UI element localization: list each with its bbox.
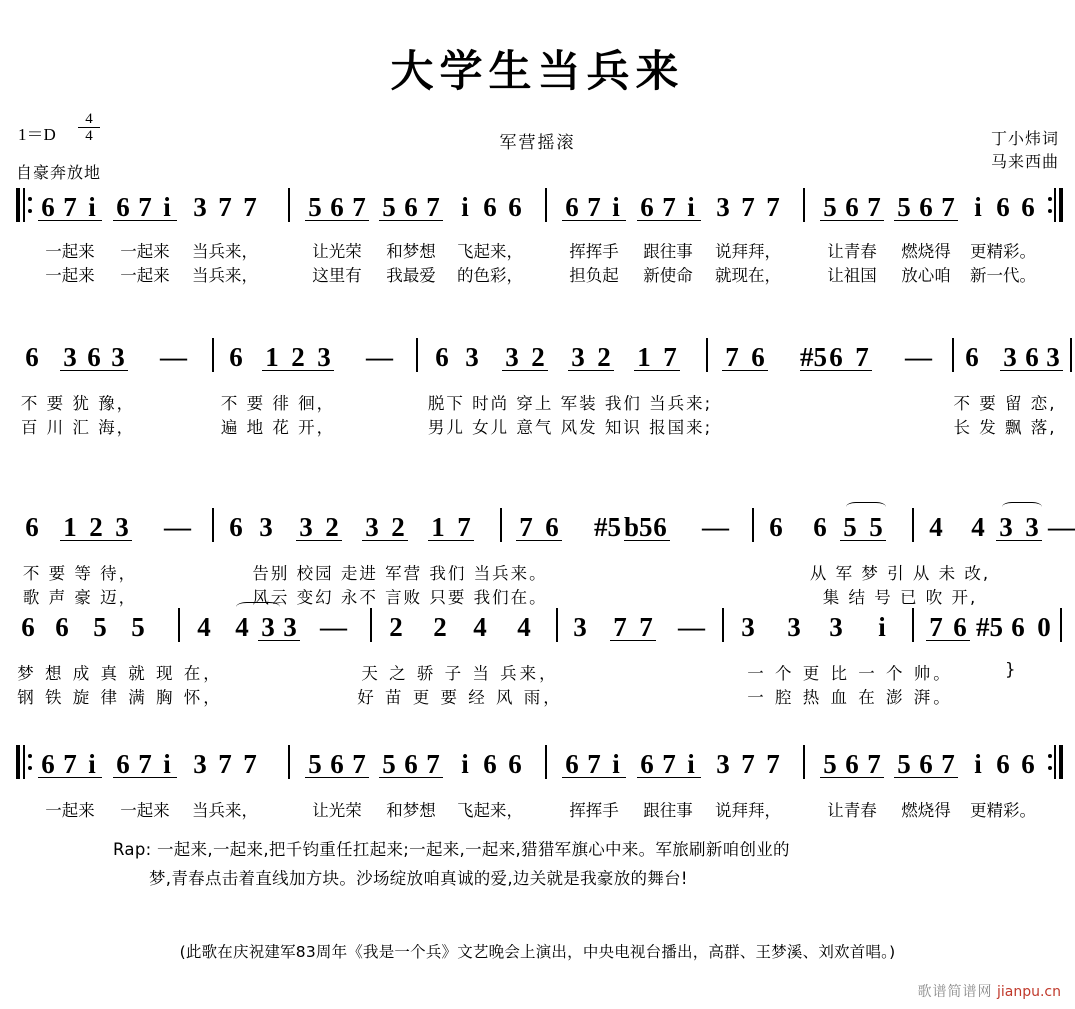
lyric: 长 发 飘 落, (953, 418, 1057, 437)
lyric: 燃烧得 (901, 801, 951, 820)
note: 6 (25, 512, 39, 542)
note: 7 (519, 512, 533, 542)
system-2 (0, 338, 1075, 438)
note: 2 (89, 512, 103, 542)
lyric: 放心咱 (901, 266, 951, 285)
system-5-lyrics-verse1 (0, 797, 1075, 821)
lyric: 钢 铁 旋 律 满 胸 怀， (17, 688, 223, 707)
system-3-lyrics-verse1 (0, 560, 1075, 584)
note: 7 (662, 192, 676, 222)
note: 7 (63, 192, 77, 222)
note: 6 (404, 749, 418, 779)
lyric: 就现在， (715, 266, 781, 285)
note: 5 (308, 192, 322, 222)
note: 6 (653, 512, 667, 542)
note: 7 (929, 612, 943, 642)
note: 6 (845, 749, 859, 779)
watermark-en: jianpu.cn (996, 984, 1061, 1000)
note: 3 (193, 749, 207, 779)
lyric: 风云 变幻 永不 言败 只要 我们在。 (252, 588, 548, 607)
barline (556, 608, 558, 642)
note: 2 (291, 342, 305, 372)
note: 2 (433, 612, 447, 642)
system-3-notes (0, 508, 1075, 554)
system-5-notes (0, 745, 1075, 791)
note: 6 (41, 749, 55, 779)
note: 3 (465, 342, 479, 372)
barline (288, 188, 290, 222)
system-1-lyrics-verse2 (0, 262, 1075, 286)
rap-section (113, 836, 1013, 894)
note: 7 (855, 342, 869, 372)
note: 6 (965, 342, 979, 372)
note: 6 (640, 192, 654, 222)
lyric: 不 要 犹 豫， (20, 394, 136, 413)
note: 7 (741, 192, 755, 222)
note: 6 (640, 749, 654, 779)
note: — (678, 612, 705, 642)
note: — (1048, 512, 1075, 542)
lyric: 新一代。 (970, 266, 1036, 285)
note: — (702, 512, 729, 542)
note: 6 (1021, 192, 1035, 222)
note: 5 (93, 612, 107, 642)
lyric: 遍 地 花 开， (220, 418, 336, 437)
note: 2 (389, 612, 403, 642)
note: 6 (508, 192, 522, 222)
note: i (163, 749, 171, 779)
note: i (974, 749, 982, 779)
note: 5 (843, 512, 857, 542)
lyric: 更精彩。 (970, 801, 1036, 820)
tempo-marking: 自豪奔放地 (16, 165, 102, 182)
system-5 (0, 745, 1075, 821)
lyric: 不 要 留 恋, (953, 394, 1057, 413)
barline (803, 188, 805, 222)
note: 2 (597, 342, 611, 372)
note: — (160, 342, 187, 372)
barline (803, 745, 805, 779)
note: 7 (662, 749, 676, 779)
note: 3 (111, 342, 125, 372)
note: 7 (587, 192, 601, 222)
note: 6 (229, 342, 243, 372)
note: 6 (435, 342, 449, 372)
time-signature-denominator: 4 (85, 128, 93, 144)
note: i (88, 192, 96, 222)
lyric: 一起来 (120, 242, 170, 261)
time-signature-numerator: 4 (78, 112, 100, 128)
note: 3 (716, 749, 730, 779)
note: 3 (573, 612, 587, 642)
note: 3 (317, 342, 331, 372)
lyric: 不 要 等 待， (22, 564, 138, 583)
barline (178, 608, 180, 642)
lyric: 一起来 (120, 266, 170, 285)
note: 3 (1025, 512, 1039, 542)
note: 1 (265, 342, 279, 372)
barline (722, 608, 724, 642)
note: 7 (243, 192, 257, 222)
note: 7 (867, 749, 881, 779)
note: i (612, 192, 620, 222)
barline (1060, 608, 1062, 642)
note: #5 (594, 512, 621, 542)
verse-brace: } (1005, 660, 1019, 679)
note: 6 (330, 749, 344, 779)
note: 7 (587, 749, 601, 779)
note: 5 (308, 749, 322, 779)
note: 7 (766, 192, 780, 222)
watermark-cn: 歌谱简谱网 (917, 984, 993, 1000)
note: 7 (941, 192, 955, 222)
lyric: 的色彩， (457, 266, 523, 285)
note: 6 (1011, 612, 1025, 642)
note: i (88, 749, 96, 779)
barline (912, 508, 914, 542)
barline (952, 338, 954, 372)
note: 7 (426, 749, 440, 779)
rap-line-1: 一起来,一起来,把千钧重任扛起来;一起来,一起来,猎猎军旗心中来。军旅刷新咱创业的 (157, 840, 790, 859)
lyric: 一起来 (120, 801, 170, 820)
lyric: 让光荣 (312, 242, 362, 261)
lyric: 挥挥手 (569, 242, 619, 261)
lyric: 和梦想 (386, 242, 436, 261)
note: 6 (483, 192, 497, 222)
barline (545, 188, 547, 222)
lyric: 男儿 女儿 意气 风发 知识 报国来; (427, 418, 713, 437)
note: 6 (1021, 749, 1035, 779)
note: 3 (299, 512, 313, 542)
note: i (612, 749, 620, 779)
lyric: 一起来 (45, 801, 95, 820)
note: 6 (845, 192, 859, 222)
barline (370, 608, 372, 642)
page-title: 大学生当兵来 (390, 47, 685, 97)
note: 7 (725, 342, 739, 372)
barline (212, 338, 214, 372)
note: 2 (325, 512, 339, 542)
lyric: 飞起来， (457, 801, 523, 820)
lyric: 不 要 徘 徊， (220, 394, 336, 413)
lyric: 让祖国 (827, 266, 877, 285)
note: 3 (505, 342, 519, 372)
lyric: 当兵来， (192, 801, 258, 820)
note: 3 (1046, 342, 1060, 372)
tie-slur (236, 602, 280, 612)
note: 3 (283, 612, 297, 642)
lyric: 这里有 (312, 266, 362, 285)
lyric: 一 个 更 比 一 个 帅。 (747, 664, 953, 683)
note: 6 (769, 512, 783, 542)
note: 6 (545, 512, 559, 542)
note: i (974, 192, 982, 222)
note: #5 (800, 342, 827, 372)
lyric: 好 苗 更 要 经 风 雨， (357, 688, 563, 707)
note: 6 (330, 192, 344, 222)
note: 3 (1003, 342, 1017, 372)
note: 6 (813, 512, 827, 542)
note: 6 (116, 192, 130, 222)
note: — (164, 512, 191, 542)
note: 1 (431, 512, 445, 542)
note: 3 (716, 192, 730, 222)
lyric: 百 川 汇 海， (20, 418, 136, 437)
lyric: 一起来 (45, 266, 95, 285)
lyric: 燃烧得 (901, 242, 951, 261)
note: 7 (63, 749, 77, 779)
note: 6 (41, 192, 55, 222)
note: 6 (483, 749, 497, 779)
note: i (878, 612, 886, 642)
note: 7 (243, 749, 257, 779)
note: 6 (996, 749, 1010, 779)
note: #5 (976, 612, 1003, 642)
note: 3 (999, 512, 1013, 542)
note: 3 (193, 192, 207, 222)
barline (288, 745, 290, 779)
note: 5 (869, 512, 883, 542)
note: 7 (218, 192, 232, 222)
performance-footnote: (此歌在庆祝建军83周年《我是一个兵》文艺晚会上演出，中央电视台播出，高群、王梦溪、刘欢首唱。) (179, 943, 896, 961)
lyric: 我最爱 (386, 266, 436, 285)
note: i (163, 192, 171, 222)
note: 7 (218, 749, 232, 779)
note: 7 (741, 749, 755, 779)
note: 5 (382, 192, 396, 222)
barline (416, 338, 418, 372)
note: 6 (919, 192, 933, 222)
barline (752, 508, 754, 542)
note: 3 (829, 612, 843, 642)
note: 6 (404, 192, 418, 222)
note: 1 (637, 342, 651, 372)
note: 6 (25, 342, 39, 372)
note: 3 (261, 612, 275, 642)
system-1-notes (0, 188, 1075, 234)
note: — (320, 612, 347, 642)
rap-label: Rap: (113, 840, 152, 859)
note: 6 (116, 749, 130, 779)
note: 6 (953, 612, 967, 642)
note: 5 (897, 749, 911, 779)
note: — (905, 342, 932, 372)
note: 7 (352, 192, 366, 222)
system-3-lyrics-verse2 (0, 584, 1075, 608)
barline (545, 745, 547, 779)
note: 2 (531, 342, 545, 372)
barline (706, 338, 708, 372)
lyric: 一起来 (45, 242, 95, 261)
note: 6 (565, 192, 579, 222)
lyric: 更精彩。 (970, 242, 1036, 261)
system-2-lyrics-verse1 (0, 390, 1075, 414)
note: 4 (235, 612, 249, 642)
credit-lyricist: 丁小炜词 (990, 131, 1059, 148)
system-4 (0, 608, 1075, 708)
note: 5 (823, 192, 837, 222)
lyric: 担负起 (569, 266, 619, 285)
barline (500, 508, 502, 542)
lyric: 挥挥手 (569, 801, 619, 820)
note: 6 (1025, 342, 1039, 372)
system-2-lyrics-verse2 (0, 414, 1075, 438)
lyric: 从 军 梦 引 从 未 改, (809, 564, 991, 583)
lyric: 说拜拜， (715, 242, 781, 261)
lyric: 跟往事 (643, 801, 693, 820)
note: 6 (229, 512, 243, 542)
lyric: 让光荣 (312, 801, 362, 820)
lyric: 跟往事 (643, 242, 693, 261)
lyric: 当兵来， (192, 242, 258, 261)
lyric: 脱下 时尚 穿上 军装 我们 当兵来; (427, 394, 713, 413)
note: 3 (63, 342, 77, 372)
lyric: 歌 声 豪 迈， (22, 588, 138, 607)
note: 6 (55, 612, 69, 642)
note: 7 (941, 749, 955, 779)
note: i (461, 192, 469, 222)
note: 5 (897, 192, 911, 222)
system-4-lyrics-verse1 (0, 660, 1075, 684)
note: i (687, 749, 695, 779)
credits (991, 128, 1059, 174)
note: 4 (517, 612, 531, 642)
watermark (918, 981, 1061, 1001)
lyric: 让青春 (827, 801, 877, 820)
note: 6 (87, 342, 101, 372)
note: 7 (867, 192, 881, 222)
note: 3 (787, 612, 801, 642)
note: 6 (565, 749, 579, 779)
barline (212, 508, 214, 542)
tie-slur (846, 502, 886, 512)
lyric: 梦 想 成 真 就 现 在， (17, 664, 223, 683)
system-3 (0, 508, 1075, 608)
note: b5 (624, 512, 653, 542)
lyric: 当兵来， (192, 266, 258, 285)
note: 3 (741, 612, 755, 642)
note: 0 (1037, 612, 1051, 642)
lyric: 飞起来， (457, 242, 523, 261)
note: 4 (929, 512, 943, 542)
key-signature: 1＝D (18, 125, 56, 144)
barline (1070, 338, 1072, 372)
lyric: 和梦想 (386, 801, 436, 820)
lyric: 告别 校园 走进 军营 我们 当兵来。 (252, 564, 548, 583)
style-marking: 军营摇滚 (499, 133, 576, 152)
note: 7 (457, 512, 471, 542)
credit-composer: 马来西曲 (990, 154, 1059, 172)
lyric: 让青春 (827, 242, 877, 261)
tie-slur (1002, 502, 1042, 512)
system-1-lyrics-verse1 (0, 238, 1075, 262)
note: 6 (919, 749, 933, 779)
note: 7 (766, 749, 780, 779)
note: 7 (138, 192, 152, 222)
note: 7 (639, 612, 653, 642)
lyric: 天 之 骄 子 当 兵来， (361, 664, 559, 683)
note: 6 (21, 612, 35, 642)
note: i (461, 749, 469, 779)
lyric: 新使命 (643, 266, 693, 285)
note: 1 (63, 512, 77, 542)
note: 5 (823, 749, 837, 779)
note: 7 (352, 749, 366, 779)
note: 6 (829, 342, 843, 372)
note: 7 (138, 749, 152, 779)
note: 3 (115, 512, 129, 542)
system-1 (0, 188, 1075, 286)
note: 4 (197, 612, 211, 642)
lyric: 说拜拜， (715, 801, 781, 820)
note: 3 (571, 342, 585, 372)
note: 7 (663, 342, 677, 372)
note: 5 (131, 612, 145, 642)
note: 3 (259, 512, 273, 542)
note: 2 (391, 512, 405, 542)
note: 7 (426, 192, 440, 222)
rap-line-2: 梦,青春点击着直线加方块。沙场绽放咱真诚的爱,边关就是我豪放的舞台! (149, 868, 688, 888)
system-2-notes (0, 338, 1075, 384)
lyric: 集 结 号 已 吹 开, (822, 588, 978, 607)
note: — (366, 342, 393, 372)
note: 6 (751, 342, 765, 372)
note: i (687, 192, 695, 222)
note: 6 (996, 192, 1010, 222)
note: 4 (473, 612, 487, 642)
barline (912, 608, 914, 642)
note: 4 (971, 512, 985, 542)
note: 6 (508, 749, 522, 779)
note: 3 (365, 512, 379, 542)
note: 7 (613, 612, 627, 642)
note: 5 (382, 749, 396, 779)
system-4-notes (0, 608, 1075, 654)
lyric: 一 腔 热 血 在 澎 湃。 (747, 688, 953, 707)
